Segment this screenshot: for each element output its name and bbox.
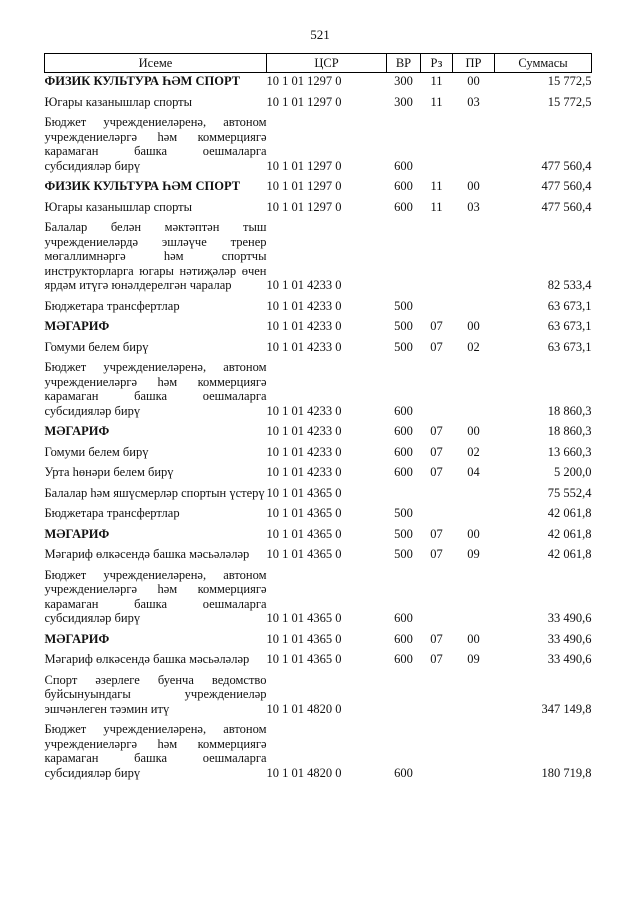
cell-csr: 10 1 01 4233 0	[266, 403, 342, 418]
cell-csr: 10 1 01 4365 0	[266, 631, 342, 646]
cell-rz	[421, 298, 453, 319]
cell-csr: 10 1 01 4365 0	[266, 506, 342, 520]
cell-pr	[453, 485, 495, 506]
cell-csr: 10 1 01 4233 0	[266, 465, 342, 479]
cell-name: Югары казанышлар спорты	[44, 199, 193, 214]
cell-sum: 18 860,3	[547, 424, 592, 438]
cell-sum: 82 533,4	[547, 278, 592, 292]
cell-sum: 5 200,0	[554, 465, 592, 479]
table-row	[45, 298, 592, 319]
cell-rz: 07	[430, 339, 443, 354]
cell-pr	[453, 505, 495, 526]
cell-sum: 477 560,4	[541, 158, 592, 173]
cell-rz	[421, 219, 453, 298]
table-row	[45, 672, 592, 722]
cell-sum: 477 560,4	[541, 199, 592, 214]
cell-rz	[421, 672, 453, 722]
cell-sum: 63 673,1	[547, 319, 592, 333]
cell-sum: 180 719,8	[541, 765, 592, 780]
cell-name: МӘГАРИФ	[44, 424, 110, 438]
cell-vr: 600	[394, 611, 413, 625]
cell-name: МӘГАРИФ	[44, 631, 110, 646]
cell-vr: 500	[394, 506, 413, 520]
cell-sum: 33 490,6	[547, 652, 592, 666]
table-row	[45, 219, 592, 298]
header-name: Исеме	[45, 54, 267, 73]
cell-pr: 00	[467, 424, 480, 438]
cell-vr: 600	[394, 179, 413, 193]
cell-pr: 00	[467, 319, 480, 333]
table-row	[45, 546, 592, 567]
cell-pr	[453, 567, 495, 631]
cell-sum: 33 490,6	[547, 611, 592, 625]
cell-csr: 10 1 01 4820 0	[266, 701, 342, 716]
cell-csr: 10 1 01 4365 0	[266, 547, 342, 561]
table-row	[45, 526, 592, 547]
cell-rz: 11	[430, 74, 443, 88]
table-row	[45, 73, 592, 94]
header-pr: ПР	[453, 54, 495, 73]
cell-pr: 02	[467, 444, 480, 459]
cell-sum: 347 149,8	[541, 701, 592, 716]
cell-csr: 10 1 01 4233 0	[266, 278, 342, 292]
cell-vr: 600	[394, 765, 413, 780]
cell-pr	[453, 298, 495, 319]
cell-name: Бюджет учреждениеләренә, автоном учреждениеләргә һәм коммерциягә карамаган башка оешмаларга субсидияләр бирү	[44, 360, 267, 418]
cell-csr: 10 1 01 4233 0	[266, 424, 342, 438]
cell-name: Урта һөнәри белем бирү	[44, 465, 174, 479]
cell-csr: 10 1 01 4365 0	[266, 485, 342, 500]
cell-sum: 477 560,4	[541, 179, 592, 193]
table-row	[45, 94, 592, 115]
header-rz: Рз	[421, 54, 453, 73]
cell-rz	[421, 505, 453, 526]
cell-csr: 10 1 01 4233 0	[266, 444, 342, 459]
cell-vr: 300	[394, 74, 413, 88]
cell-name: МӘГАРИФ	[44, 526, 110, 541]
cell-rz	[421, 485, 453, 506]
cell-pr: 00	[467, 179, 480, 193]
cell-pr	[453, 721, 495, 785]
cell-csr: 10 1 01 4365 0	[266, 526, 342, 541]
cell-rz	[421, 359, 453, 423]
cell-sum: 13 660,3	[547, 444, 592, 459]
cell-vr: 600	[394, 465, 413, 479]
cell-name: МӘГАРИФ	[44, 319, 110, 333]
table-header-row	[45, 54, 592, 73]
cell-csr: 10 1 01 1297 0	[266, 158, 342, 173]
cell-pr	[453, 114, 495, 178]
table-row	[45, 505, 592, 526]
cell-rz	[421, 567, 453, 631]
cell-vr: 500	[394, 547, 413, 561]
cell-name: Бюджет учреждениеләренә, автоном учреждениеләргә һәм коммерциягә карамаган башка оешмаларга субсидияләр бирү	[44, 115, 267, 173]
cell-sum: 42 061,8	[547, 506, 592, 520]
cell-sum: 63 673,1	[547, 298, 592, 313]
cell-name: Бюджетара трансфертлар	[44, 298, 180, 313]
cell-rz: 07	[430, 444, 443, 459]
cell-csr: 10 1 01 1297 0	[266, 94, 342, 109]
cell-csr: 10 1 01 4365 0	[266, 652, 342, 666]
page-number: 521	[310, 27, 330, 42]
table-row	[45, 631, 592, 652]
table-row	[45, 359, 592, 423]
cell-name: Спорт әзерлеге буенча ведомство буйсынуындагы учреждениеләр эшчәнлеген тәэмин итү	[44, 672, 267, 716]
cell-rz	[421, 721, 453, 785]
table-row	[45, 651, 592, 672]
cell-vr	[387, 485, 421, 506]
cell-pr	[453, 672, 495, 722]
cell-name: Гомуми белем бирү	[44, 444, 149, 459]
cell-name: Балалар белән мәктәптән тыш учреждениеләрдә эшләүче тренер мөгаллимнәргә һәм спортчы инструкторларга югары нәтиҗәләр өчен ярдәм итүгә юнәлдерелгән чаралар	[44, 220, 267, 292]
cell-csr: 10 1 01 4233 0	[266, 298, 342, 313]
cell-rz: 07	[430, 319, 443, 333]
cell-vr: 500	[394, 298, 413, 313]
table-row	[45, 178, 592, 199]
cell-name: Югары казанышлар спорты	[44, 94, 193, 109]
cell-name: Мәгариф өлкәсендә башка мәсьәләләр	[44, 652, 250, 666]
cell-vr: 600	[394, 631, 413, 646]
cell-vr: 600	[394, 403, 413, 418]
cell-sum: 63 673,1	[547, 339, 592, 354]
cell-csr: 10 1 01 4365 0	[266, 611, 342, 625]
cell-vr: 600	[394, 199, 413, 214]
cell-rz: 07	[430, 631, 443, 646]
cell-rz: 07	[430, 652, 443, 666]
header-sum: Суммасы	[495, 54, 592, 73]
cell-csr: 10 1 01 1297 0	[266, 74, 342, 88]
cell-pr: 02	[467, 339, 480, 354]
cell-name: Бюджет учреждениеләренә, автоном учреждениеләргә һәм коммерциягә карамаган башка оешмаларга субсидияләр бирү	[44, 722, 267, 780]
cell-name: Мәгариф өлкәсендә башка мәсьәләләр	[44, 547, 250, 561]
cell-rz: 07	[430, 526, 443, 541]
table-row	[45, 199, 592, 220]
cell-rz: 07	[430, 547, 443, 561]
header-vr: ВР	[387, 54, 421, 73]
cell-sum: 42 061,8	[547, 526, 592, 541]
cell-vr: 600	[394, 652, 413, 666]
table-row	[45, 114, 592, 178]
cell-name: Балалар һәм яшүсмерләр спортын үстерү	[44, 485, 265, 500]
cell-pr: 03	[467, 199, 480, 214]
cell-vr: 600	[394, 158, 413, 173]
cell-csr: 10 1 01 1297 0	[266, 199, 342, 214]
cell-rz: 07	[430, 424, 443, 438]
cell-rz: 11	[430, 199, 443, 214]
cell-csr: 10 1 01 4233 0	[266, 319, 342, 333]
cell-rz	[421, 114, 453, 178]
cell-rz: 07	[430, 465, 443, 479]
cell-sum: 42 061,8	[547, 547, 592, 561]
cell-csr: 10 1 01 4233 0	[266, 339, 342, 354]
cell-name: ФИЗИК КУЛЬТУРА ҺӘМ СПОРТ	[44, 74, 241, 88]
cell-pr: 00	[467, 526, 480, 541]
cell-sum: 15 772,5	[547, 74, 592, 88]
table-row	[45, 485, 592, 506]
table-row	[45, 444, 592, 465]
table-row	[45, 423, 592, 444]
cell-vr: 500	[394, 319, 413, 333]
cell-vr	[387, 219, 421, 298]
cell-rz: 11	[430, 94, 443, 109]
cell-pr: 04	[467, 465, 480, 479]
cell-sum: 18 860,3	[547, 403, 592, 418]
cell-name: Бюджетара трансфертлар	[44, 506, 180, 520]
cell-pr	[453, 219, 495, 298]
cell-name: ФИЗИК КУЛЬТУРА ҺӘМ СПОРТ	[44, 179, 241, 193]
table-row	[45, 318, 592, 339]
cell-name: Бюджет учреждениеләренә, автоном учреждениеләргә һәм коммерциягә карамаган башка оешмаларга субсидияләр бирү	[44, 567, 267, 625]
cell-csr: 10 1 01 1297 0	[266, 179, 342, 193]
cell-vr: 600	[394, 424, 413, 438]
header-csr: ЦСР	[267, 54, 387, 73]
cell-vr	[387, 672, 421, 722]
cell-sum: 75 552,4	[547, 485, 592, 500]
cell-vr: 600	[394, 444, 413, 459]
cell-sum: 33 490,6	[547, 631, 592, 646]
cell-vr: 500	[394, 339, 413, 354]
cell-pr: 09	[467, 652, 480, 666]
table-row	[45, 721, 592, 785]
cell-name: Гомуми белем бирү	[44, 339, 149, 354]
table-row	[45, 464, 592, 485]
table-row	[45, 339, 592, 360]
cell-rz: 11	[430, 179, 443, 193]
cell-vr: 300	[394, 94, 413, 109]
budget-table	[44, 53, 592, 785]
cell-pr: 00	[467, 74, 480, 88]
cell-pr: 03	[467, 94, 480, 109]
cell-pr	[453, 359, 495, 423]
cell-csr: 10 1 01 4820 0	[266, 765, 342, 780]
table-row	[45, 567, 592, 631]
cell-pr: 00	[467, 631, 480, 646]
cell-vr: 500	[394, 526, 413, 541]
cell-pr: 09	[467, 547, 480, 561]
cell-sum: 15 772,5	[547, 94, 592, 109]
